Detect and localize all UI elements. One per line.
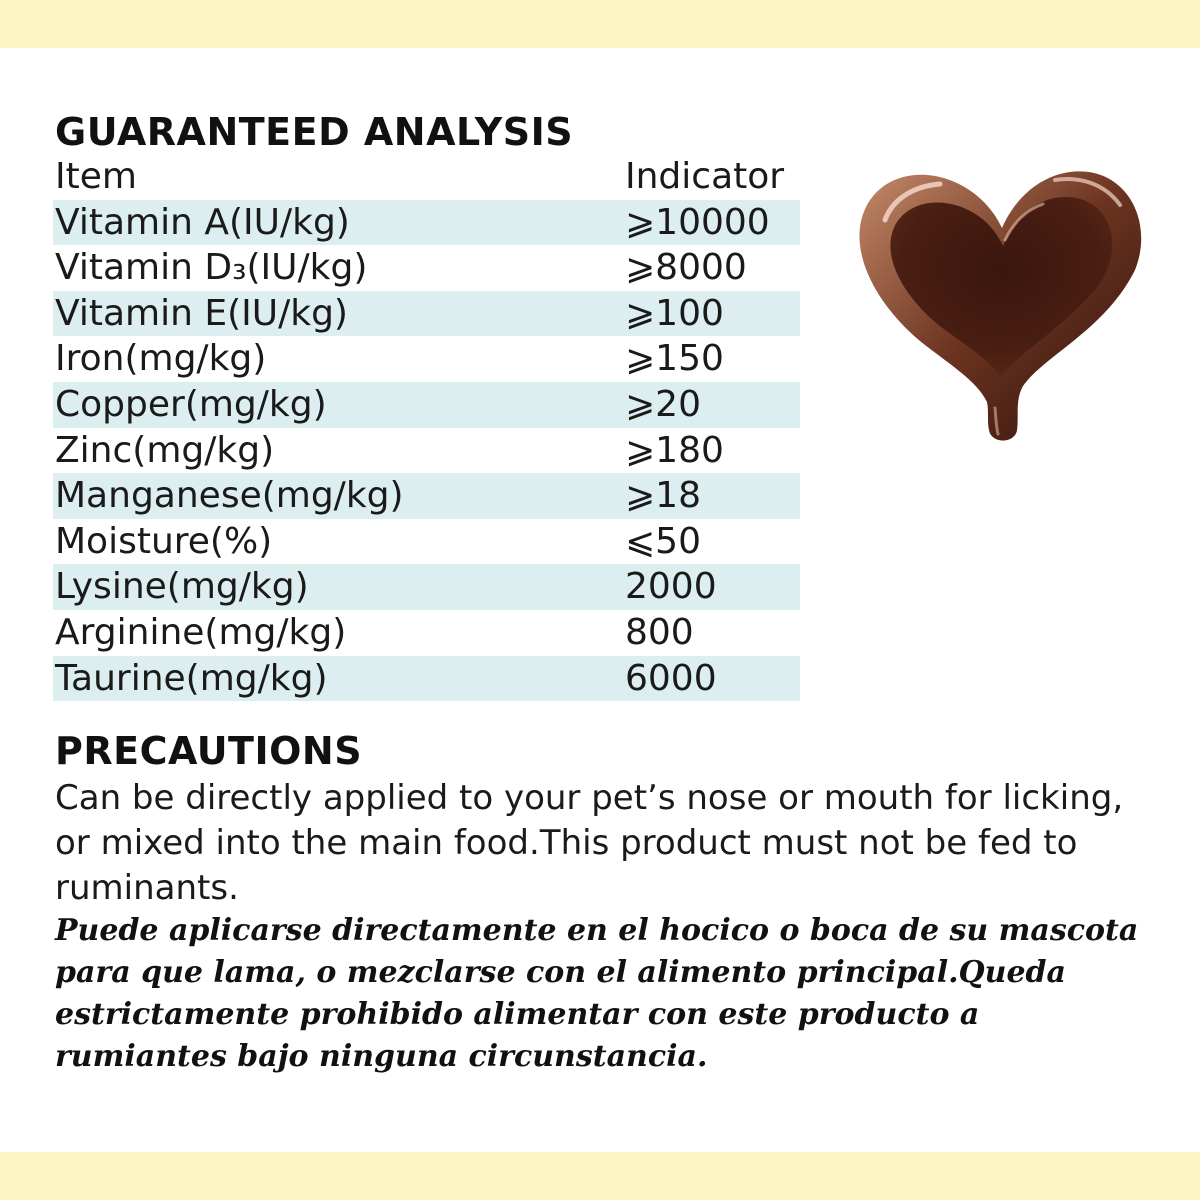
table-row: [53, 656, 800, 702]
row-item: Taurine(mg/kg): [55, 657, 328, 699]
row-indicator: ⩾18: [625, 475, 701, 517]
row-item: Arginine(mg/kg): [55, 611, 347, 653]
row-indicator: ⩾20: [625, 383, 701, 425]
table-row: [53, 564, 800, 610]
row-indicator: ⩾10000: [625, 201, 770, 243]
row-item: Iron(mg/kg): [55, 338, 267, 380]
table-row: [53, 610, 800, 656]
row-indicator: ⩾100: [625, 292, 724, 334]
row-item: Moisture(%): [55, 520, 273, 562]
row-item: Manganese(mg/kg): [55, 475, 404, 517]
table-row: [53, 382, 800, 428]
row-indicator: ⩽50: [625, 520, 701, 562]
row-indicator: 6000: [625, 657, 717, 699]
table-header-row: [53, 154, 800, 200]
top-band: [0, 0, 1200, 48]
table-row: [53, 519, 800, 565]
column-item-header: Item: [55, 156, 137, 197]
precautions-english-text: Can be directly applied to your pet’s nose or mouth for licking, or mixed into the main food.This product must not be fed to ruminants.: [55, 778, 1124, 908]
row-item: Vitamin E(IU/kg): [55, 292, 348, 334]
column-indicator-header: Indicator: [625, 156, 785, 197]
row-item: Lysine(mg/kg): [55, 566, 309, 608]
row-item: Vitamin D₃(IU/kg): [55, 247, 368, 289]
row-item: Vitamin A(IU/kg): [55, 201, 350, 243]
row-item: Copper(mg/kg): [55, 383, 327, 425]
table-row: [53, 245, 800, 291]
table-row: [53, 200, 800, 246]
row-indicator: ⩾8000: [625, 247, 747, 289]
bottom-band: [0, 1152, 1200, 1200]
row-indicator: 2000: [625, 566, 717, 608]
precautions-heading: PRECAUTIONS: [55, 729, 363, 773]
row-indicator: 800: [625, 611, 694, 653]
table-row: [53, 336, 800, 382]
row-indicator: ⩾150: [625, 338, 724, 380]
table-row: [53, 473, 800, 519]
table-row: [53, 428, 800, 474]
precautions-spanish-text: Puede aplicarse directamente en el hocico o boca de su mascota para que lama, o mezclarse con el alimento principal.Queda estrictamente prohibido alimentar con este producto a rumiantes bajo ninguna circunstancia.: [55, 913, 1139, 1074]
row-indicator: ⩾180: [625, 429, 724, 471]
table-row: [53, 291, 800, 337]
chocolate-heart-icon: [855, 150, 1150, 450]
analysis-table: [53, 154, 800, 701]
row-item: Zinc(mg/kg): [55, 429, 275, 471]
analysis-heading: GUARANTEED ANALYSIS: [55, 110, 574, 154]
